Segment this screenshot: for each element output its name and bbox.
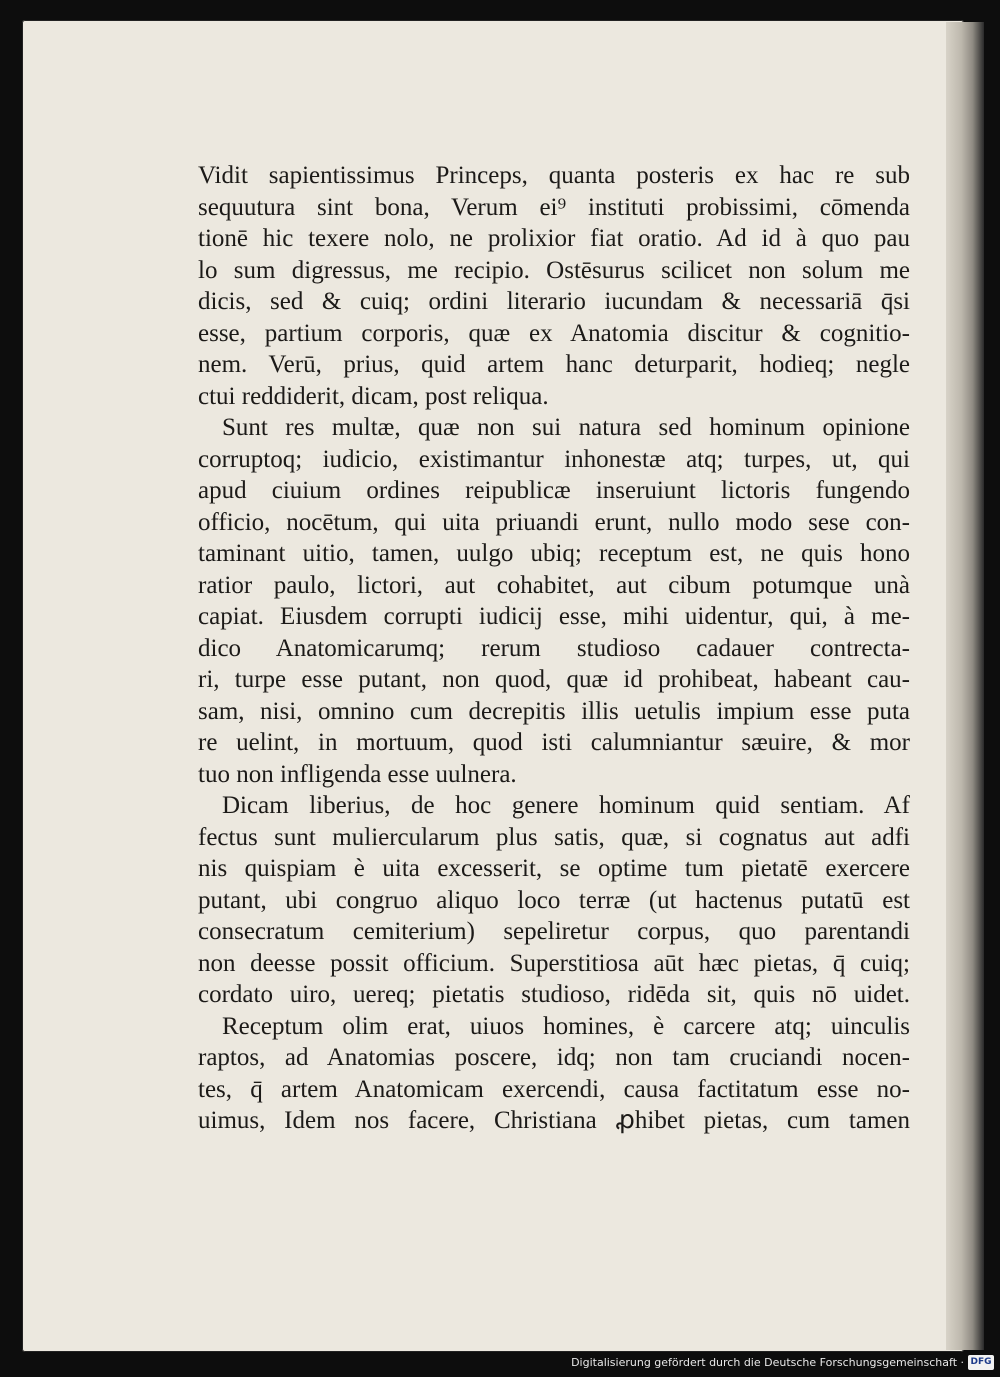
text-line: Vidit sapientissimus Princeps, quanta posteris ex hac re sub [198,162,910,189]
text-line: consecratum cemiterium) sepeliretur corpus, quo parentandi [198,918,910,945]
footer-bar [0,1352,1000,1377]
text-line: officio, nocētum, qui uita priuandi erunt, nullo modo sese con- [198,508,910,536]
text-line: dico Anatomicarumq; rerum studioso cadauer contrecta- [198,634,910,662]
text-line: sequutura sint bona, Verum ei⁹ instituti probissimi, cōmenda [198,193,910,221]
text-line: corruptoq; iudicio, existimantur inhonestæ atq; turpes, ut, qui [198,445,910,473]
text-line: lo sum digressus, me recipio. Ostēsurus scilicet non solum me [198,256,910,284]
text-line: capiat. Eiusdem corrupti iudicij esse, mihi uidentur, qui, à me- [198,603,910,630]
text-line: tes, q̄ artem Anatomicam exercendi, causa factitatum esse no- [198,1075,910,1103]
text-line: ctui reddiderit, dicam, post reliqua. [198,382,549,410]
book-page [22,20,964,1352]
text-line: uimus, Idem nos facere, Christiana ꝓhibet pietas, cum tamen [198,1107,910,1134]
text-line: nis quispiam è uita excesserit, se optime tum pietatē exercere [198,855,910,882]
text-line: raptos, ad Anatomias poscere, idq; non tam cruciandi nocen- [198,1044,910,1071]
text-line: tionē hic texere nolo, ne prolixior fiat oratio. Ad id à quo pau [198,225,910,252]
text-line: esse, partium corporis, quæ ex Anatomia discitur & cognitio- [198,319,910,347]
text-line: putant, ubi congruo aliquo loco terræ (ut hactenus putatū est [198,886,910,914]
text-line: Sunt res multæ, quæ non sui natura sed hominum opinione [222,414,910,441]
dfg-logo-icon: DFG [968,1355,994,1370]
text-line: taminant uitio, tamen, uulgo ubiq; receptum est, ne quis hono [198,540,910,567]
text-line: re uelint, in mortuum, quod isti calumniantur sæuire, & mor [198,729,910,756]
text-line: apud ciuium ordines reipublicæ inseruiunt lictoris fungendo [198,477,910,504]
text-line: Dicam liberius, de hoc genere hominum quid sentiam. Af [222,792,910,819]
text-line: ratior paulo, lictori, aut cohabitet, aut cibum potumque unà [198,571,910,599]
text-line: nem. Verū, prius, quid artem hanc deturparit, hodieq; negle [198,351,910,378]
text-line: fectus sunt muliercularum plus satis, quæ, si cognatus aut adfi [198,823,910,851]
text-line: cordato uiro, uereq; pietatis studioso, ridēda sit, quis nō uidet. [198,981,910,1008]
text-line: sam, nisi, omnino cum decrepitis illis uetulis impium esse puta [198,697,910,725]
text-line: Receptum olim erat, uiuos homines, è carcere atq; uinculis [222,1012,910,1040]
text-block [198,160,910,1137]
text-line: dicis, sed & cuiq; ordini literario iucundam & necessariā q̄si [198,288,910,315]
text-line: tuo non infligenda esse uulnera. [198,760,517,788]
digitization-credit: Digitalisierung gefördert durch die Deutsche Forschungsgemeinschaft · [571,1356,964,1369]
text-line: ri, turpe esse putant, non quod, quæ id prohibeat, habeant cau- [198,666,910,693]
text-line: non deesse possit officium. Superstitiosa aūt hæc pietas, q̄ cuiq; [198,949,910,977]
page-edge [946,22,984,1350]
